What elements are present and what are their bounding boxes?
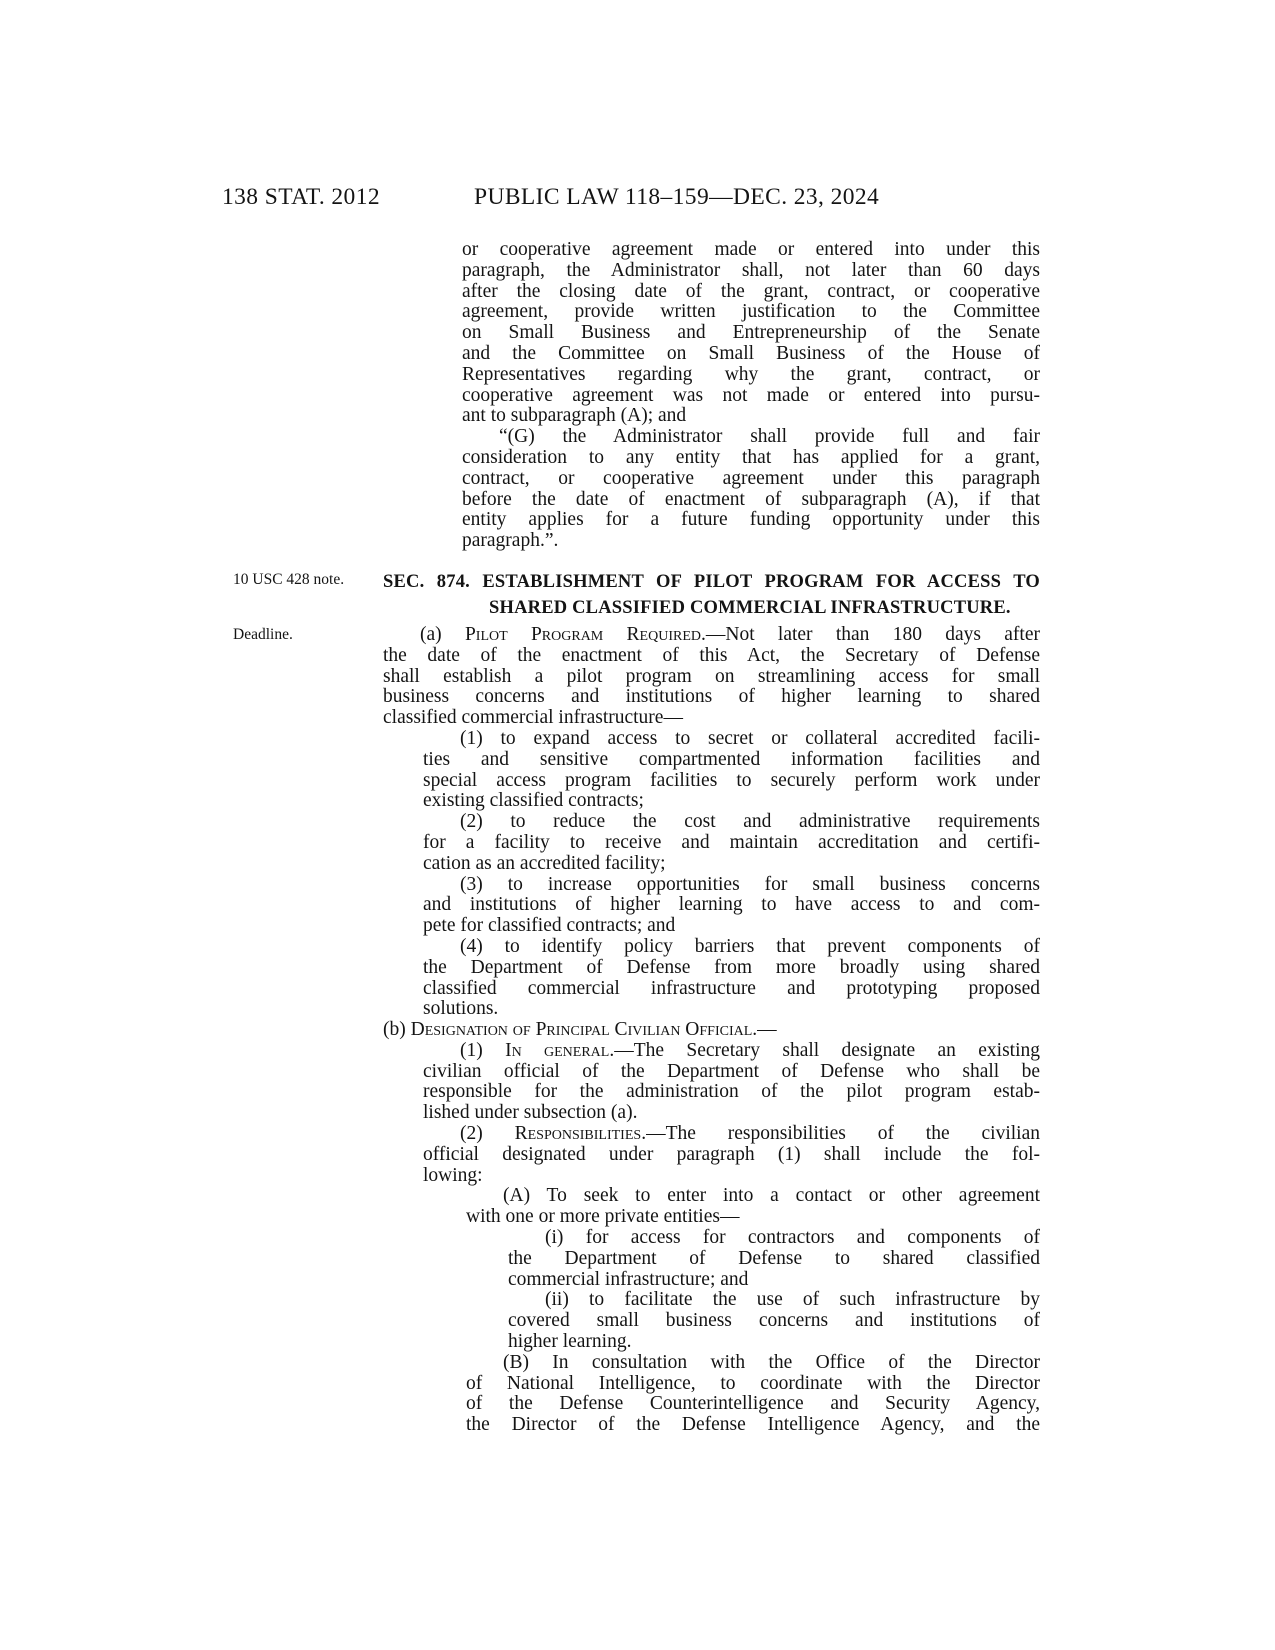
text-line: classified commercial infrastructure and prototyping proposed (423, 977, 1040, 999)
document-body (383, 240, 1040, 1436)
text-line: SHARED CLASSIFIED COMMERCIAL INFRASTRUCTURE. (489, 597, 1011, 618)
text-line: cation as an accredited facility; (423, 852, 666, 874)
text-line: commercial infrastructure; and (508, 1268, 749, 1290)
text-line: classified commercial infrastructure— (383, 707, 683, 729)
text-line: solutions. (423, 998, 499, 1020)
para-a-2 (423, 812, 1040, 874)
text-line: the date of the enactment of this Act, the Secretary of Defense (383, 644, 1040, 666)
para-a-3 (423, 875, 1040, 937)
quoted-subpara-F-continuation (462, 240, 1040, 427)
text-line: (1) to expand access to secret or collateral accredited facili- (460, 727, 1040, 749)
text-line: consideration to any entity that has applied for a grant, (462, 446, 1040, 468)
text-line: (2) to reduce the cost and administrative requirements (460, 811, 1040, 833)
text-line: entity applies for a future funding opportunity under this (462, 509, 1040, 531)
text-line: ant to subparagraph (A); and (462, 405, 687, 427)
text-line: (ii) to facilitate the use of such infrastructure by (545, 1289, 1040, 1311)
text-line: on Small Business and Entrepreneurship of the Senate (462, 322, 1040, 344)
text-line: (A) To seek to enter into a contact or other agreement (503, 1185, 1040, 1207)
text-line: cooperative agreement was not made or entered into pursu- (462, 384, 1040, 406)
text-line: “(G) the Administrator shall provide full and fair (499, 426, 1040, 448)
running-head-law: PUBLIC LAW 118–159—DEC. 23, 2024 (474, 184, 880, 210)
text-line: and institutions of higher learning to have access to and com- (423, 894, 1040, 916)
text-line: (i) for access for contractors and components of (545, 1227, 1040, 1249)
text-line: responsible for the administration of the pilot program estab- (423, 1081, 1040, 1103)
text-line: (b) Designation of Principal Civilian Official.— (383, 1019, 777, 1041)
text-line: or cooperative agreement made or entered into under this (462, 239, 1040, 260)
text-line: agreement, provide written justification to the Committee (462, 301, 1040, 323)
text-line: lowing: (423, 1164, 483, 1186)
margin-note-usc-citation: 10 USC 428 note. (233, 571, 345, 588)
text-line: the Department of Defense from more broadly using shared (423, 956, 1040, 978)
text-line: and the Committee on Small Business of the House of (462, 342, 1040, 364)
clause-b-2-A-ii (508, 1290, 1040, 1352)
text-line: covered small business concerns and institutions of (508, 1310, 1040, 1332)
para-b-2 (423, 1124, 1040, 1186)
subpara-b-2-B (466, 1353, 1040, 1436)
subsec-b (383, 1020, 1040, 1041)
quoted-subpara-G (462, 427, 1040, 552)
text-line: higher learning. (508, 1331, 632, 1353)
para-a-1 (423, 729, 1040, 812)
text-line: of the Defense Counterintelligence and Security Agency, (466, 1393, 1040, 1415)
text-line: before the date of enactment of subparagraph (A), if that (462, 488, 1040, 510)
para-a-4 (423, 937, 1040, 1020)
text-line: the Director of the Defense Intelligence Agency, and the (466, 1414, 1040, 1436)
text-line: paragraph, the Administrator shall, not later than 60 days (462, 259, 1040, 281)
text-line: contract, or cooperative agreement under this paragraph (462, 467, 1040, 489)
text-line: shall establish a pilot program on streamlining access for small (383, 665, 1040, 687)
para-b-1 (423, 1041, 1040, 1124)
text-line: ties and sensitive compartmented information facilities and (423, 748, 1040, 770)
text-line: of National Intelligence, to coordinate with the Director (466, 1372, 1040, 1394)
page-number-stat: 138 STAT. 2012 (222, 184, 380, 210)
text-line: SEC. 874. ESTABLISHMENT OF PILOT PROGRAM FOR ACCESS TO (383, 571, 1040, 592)
text-line: official designated under paragraph (1) shall include the fol- (423, 1143, 1040, 1165)
text-line: (1) In general.—The Secretary shall designate an existing (460, 1039, 1040, 1061)
subpara-b-2-A (466, 1186, 1040, 1228)
text-line: (B) In consultation with the Office of the Director (503, 1351, 1040, 1373)
clause-b-2-A-i (508, 1228, 1040, 1290)
subsec-a (383, 625, 1040, 729)
text-line: the Department of Defense to shared classified (508, 1247, 1040, 1269)
text-line: pete for classified contracts; and (423, 915, 676, 937)
text-line: for a facility to receive and maintain accreditation and certifi- (423, 831, 1040, 853)
text-line: special access program facilities to securely perform work under (423, 769, 1040, 791)
text-line: lished under subsection (a). (423, 1102, 638, 1124)
text-line: (2) Responsibilities.—The responsibilities of the civilian (460, 1123, 1040, 1145)
text-line: existing classified contracts; (423, 790, 644, 812)
text-line: business concerns and institutions of higher learning to shared (383, 686, 1040, 708)
text-line: civilian official of the Department of Defense who shall be (423, 1060, 1040, 1082)
section-heading (383, 569, 1040, 621)
text-line: (a) Pilot Program Required.—Not later than 180 days after (420, 623, 1040, 645)
text-line: after the closing date of the grant, contract, or cooperative (462, 280, 1040, 302)
text-line: (4) to identify policy barriers that prevent components of (460, 935, 1040, 957)
text-line: with one or more private entities— (466, 1206, 740, 1228)
text-line: (3) to increase opportunities for small business concerns (460, 873, 1040, 895)
margin-note-deadline: Deadline. (233, 626, 293, 643)
text-line: Representatives regarding why the grant, contract, or (462, 363, 1040, 385)
text-line: paragraph.”. (462, 530, 559, 552)
